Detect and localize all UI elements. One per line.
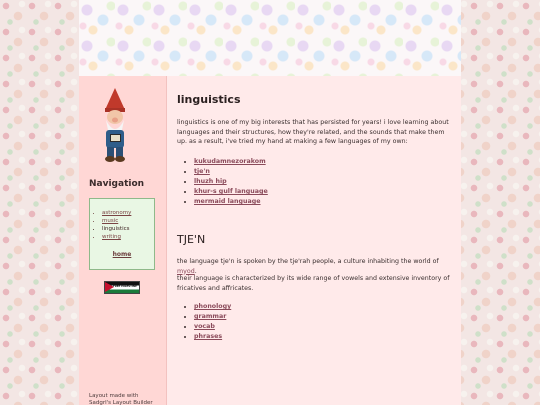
grammar-link[interactable]: grammar <box>194 313 227 320</box>
language-link-tjen[interactable]: tje'n <box>194 168 210 175</box>
intro-paragraph: linguistics is one of my big interests that has persisted for years! i love learning about languages and their structures, how they're related, and the sounds that make them up. as a result, i've tried my hand at making a few languages of my own: <box>177 119 449 145</box>
myod-link[interactable]: myod <box>177 267 195 275</box>
nav-item-writing[interactable] <box>102 233 131 241</box>
section-title: TJE'N <box>177 233 206 246</box>
list-item <box>194 177 268 187</box>
gnome-image <box>95 86 135 164</box>
list-item <box>194 302 231 312</box>
language-link-lhuzh-hip[interactable]: lhuzh hip <box>194 178 227 185</box>
phonology-link[interactable]: phonology <box>194 303 232 310</box>
list-item <box>194 332 231 342</box>
language-link-mermaid[interactable]: mermaid language <box>194 198 261 205</box>
nav-item-linguistics[interactable] <box>102 225 131 233</box>
header-banner <box>79 0 461 76</box>
section-paragraph-1-text: the language tje'n is spoken by the tje'rah people, a culture inhabiting the world of <box>177 258 439 265</box>
flag-badge-text: FREE PALESTINE <box>113 285 137 288</box>
home-link[interactable]: home <box>112 251 132 258</box>
nav-item-music[interactable] <box>102 217 131 225</box>
section-paragraph-1-end: . <box>194 267 197 275</box>
layout-credit: Layout made with Sadgrl's Layout Builder <box>89 393 153 405</box>
section-paragraph-2: their language is characterized by its wide range of vowels and extensive inventory of fricatives and affricates. <box>177 275 450 292</box>
nav-title: Navigation <box>89 179 145 189</box>
page-title: linguistics <box>177 93 241 106</box>
list-item <box>194 197 268 207</box>
section-links-list <box>177 302 231 342</box>
nav-item-label[interactable]: writing <box>102 234 121 240</box>
phrases-link[interactable]: phrases <box>194 333 223 340</box>
nav-item-label[interactable]: music <box>102 218 119 224</box>
list-item <box>194 187 268 197</box>
sidebar <box>79 76 167 405</box>
vocab-link[interactable]: vocab <box>194 323 215 330</box>
nav-list <box>90 209 131 241</box>
page-container <box>79 0 461 405</box>
nav-box <box>89 198 155 270</box>
main-content <box>167 76 461 405</box>
language-link-khur-s-gulf[interactable]: khur-s gulf language <box>194 188 268 195</box>
nav-item-label[interactable]: linguistics <box>102 226 130 232</box>
list-item <box>194 167 268 177</box>
language-list <box>177 157 268 207</box>
palestine-flag-badge[interactable] <box>104 281 140 294</box>
list-item <box>194 312 231 322</box>
list-item <box>194 322 231 332</box>
list-item <box>194 157 268 167</box>
nav-item-astronomy[interactable] <box>102 209 131 217</box>
nav-item-label[interactable]: astronomy <box>102 210 132 216</box>
language-link-kukudamnezorakom[interactable]: kukudamnezorakom <box>194 158 266 165</box>
